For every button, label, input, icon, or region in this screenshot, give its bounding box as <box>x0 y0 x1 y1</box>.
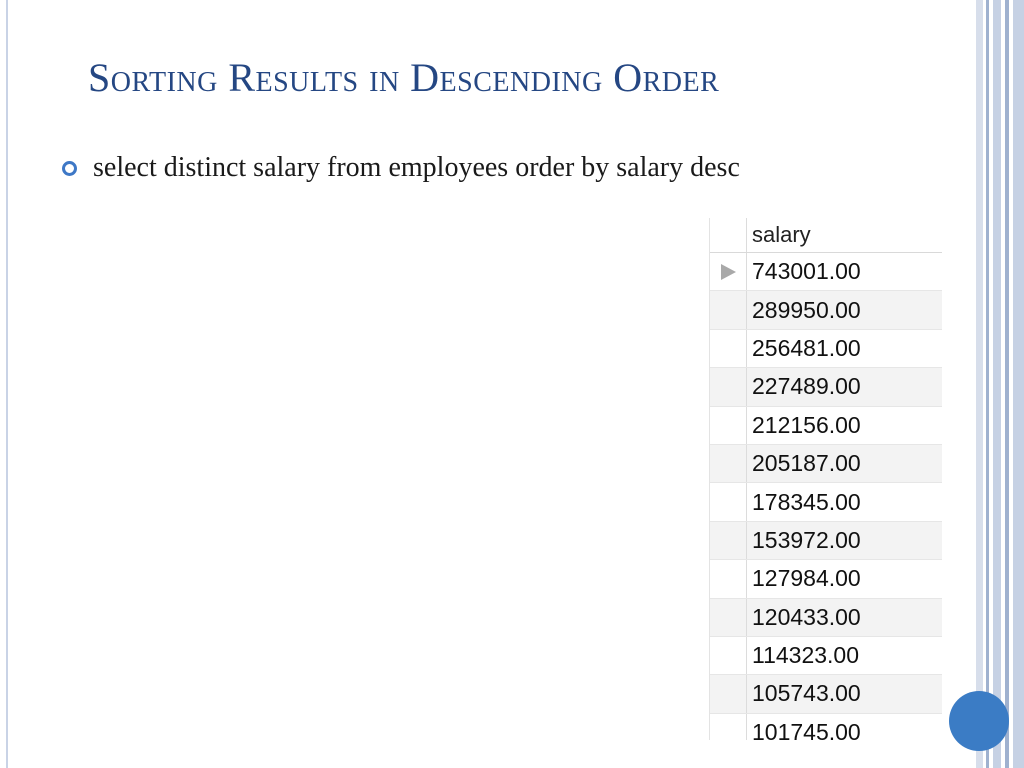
stripe-3 <box>993 0 1001 768</box>
row-gutter[interactable] <box>710 330 747 367</box>
nav-circle-button[interactable] <box>949 691 1009 751</box>
salary-cell[interactable]: 205187.00 <box>752 450 861 477</box>
salary-cell[interactable]: 120433.00 <box>752 603 861 630</box>
salary-cell[interactable]: 212156.00 <box>752 411 861 438</box>
table-row[interactable] <box>710 330 942 368</box>
row-gutter[interactable] <box>710 483 747 520</box>
row-gutter[interactable] <box>710 714 747 740</box>
stripe-2 <box>986 0 989 768</box>
salary-cell[interactable]: 105743.00 <box>752 680 861 707</box>
row-gutter[interactable] <box>710 368 747 405</box>
salary-cell[interactable]: 101745.00 <box>752 718 861 740</box>
left-border-rule <box>6 0 8 768</box>
grid-header-gutter <box>710 218 747 252</box>
right-decorative-stripes <box>976 0 1024 768</box>
bullet-item <box>62 152 740 184</box>
salary-cell[interactable]: 178345.00 <box>752 488 861 515</box>
column-header-salary[interactable]: salary <box>752 222 811 247</box>
table-row[interactable] <box>710 560 942 598</box>
row-gutter[interactable] <box>710 445 747 482</box>
circle-bullet-icon <box>62 161 77 176</box>
salary-cell[interactable]: 153972.00 <box>752 526 861 553</box>
bullet-text: select distinct salary from employees order by salary desc <box>93 152 740 183</box>
table-row[interactable] <box>710 291 942 329</box>
stripe-1 <box>976 0 983 768</box>
stripe-4 <box>1005 0 1009 768</box>
table-row[interactable] <box>710 714 942 740</box>
salary-cell[interactable]: 743001.00 <box>752 258 861 285</box>
stripe-5 <box>1013 0 1024 768</box>
row-gutter[interactable] <box>710 599 747 636</box>
triangle-right-icon <box>721 264 736 280</box>
slide-title: Sorting Results in Descending Order <box>88 55 720 100</box>
grid-body <box>710 253 942 740</box>
grid-header-row <box>710 218 942 253</box>
salary-cell[interactable]: 289950.00 <box>752 296 861 323</box>
salary-cell[interactable]: 114323.00 <box>752 642 860 669</box>
row-gutter[interactable] <box>710 560 747 597</box>
table-row[interactable] <box>710 522 942 560</box>
salary-cell[interactable]: 127984.00 <box>752 565 861 592</box>
table-row[interactable] <box>710 637 942 675</box>
query-results-grid[interactable] <box>709 218 942 740</box>
row-gutter[interactable] <box>710 675 747 712</box>
table-row[interactable] <box>710 368 942 406</box>
table-row[interactable] <box>710 407 942 445</box>
table-row[interactable] <box>710 675 942 713</box>
table-row[interactable] <box>710 445 942 483</box>
row-gutter[interactable] <box>710 522 747 559</box>
row-gutter[interactable] <box>710 291 747 328</box>
table-row[interactable] <box>710 253 942 291</box>
table-row[interactable] <box>710 599 942 637</box>
row-gutter[interactable] <box>710 637 747 674</box>
row-gutter[interactable] <box>710 407 747 444</box>
table-row[interactable] <box>710 483 942 521</box>
salary-cell[interactable]: 227489.00 <box>752 373 861 400</box>
salary-cell[interactable]: 256481.00 <box>752 334 861 361</box>
row-gutter[interactable] <box>710 253 747 290</box>
